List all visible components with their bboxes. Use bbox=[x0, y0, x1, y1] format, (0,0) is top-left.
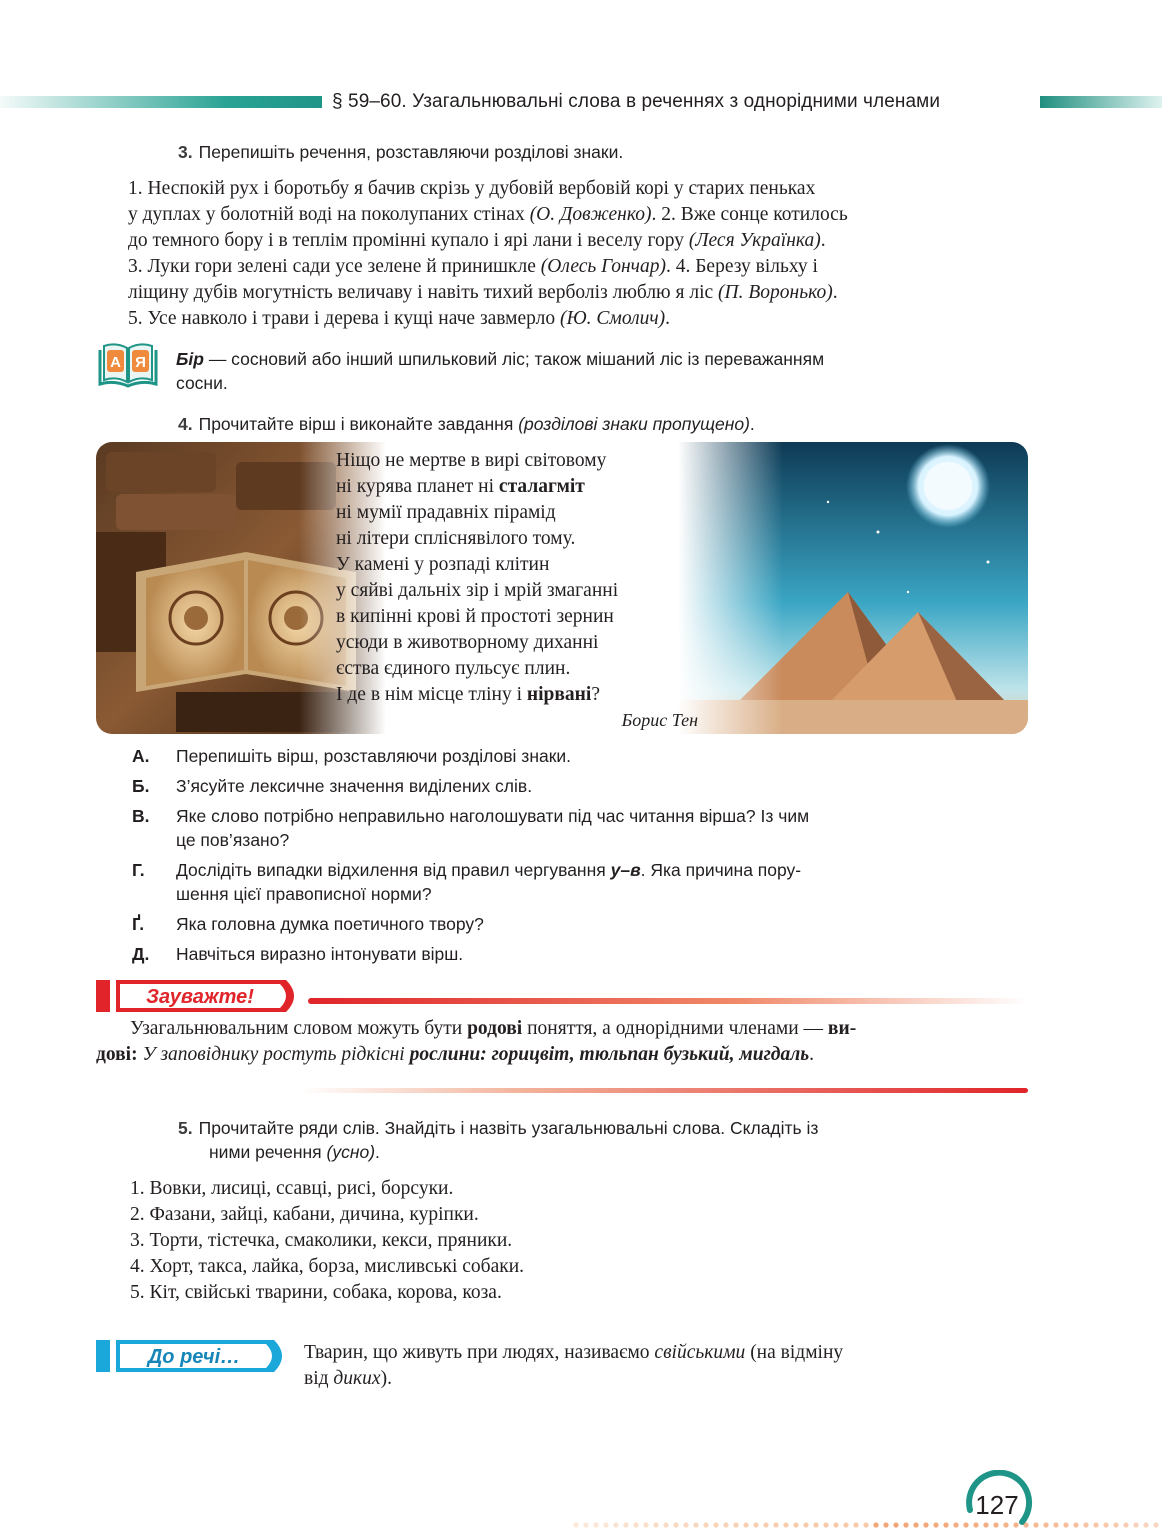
poem-text bbox=[336, 448, 618, 708]
decor-dot bbox=[1043, 1522, 1048, 1527]
decor-dot bbox=[1143, 1522, 1148, 1527]
dictionary-entry: Бір — сосновий або інший шпильковий ліс; також мішаний ліс із переважанням сосни. bbox=[176, 349, 825, 393]
decor-dot bbox=[713, 1522, 718, 1527]
decor-dot bbox=[1093, 1522, 1098, 1527]
header-bar-right bbox=[1040, 96, 1162, 108]
poem-line: усюди в животворному диханні bbox=[336, 632, 599, 653]
poem-line: ні курява планет ні сталагміт bbox=[336, 476, 585, 497]
decor-dot bbox=[1113, 1522, 1118, 1527]
decor-dot bbox=[703, 1522, 708, 1527]
sentence-line: 5. Усе навколо і трави і дерева і кущі наче завмерло (Ю. Смолич). bbox=[128, 308, 671, 329]
poem-line: ні літери спліснявілого тому. bbox=[336, 528, 576, 549]
decor-dot bbox=[603, 1522, 608, 1527]
decor-dot bbox=[723, 1522, 728, 1527]
question-item: Ґ. Яка головна думка поетичного твору? bbox=[132, 914, 484, 934]
decor-dot bbox=[1033, 1522, 1038, 1527]
poem-line: ні мумії прадавніх пірамід bbox=[336, 502, 556, 523]
decor-dot bbox=[853, 1522, 858, 1527]
word-row: 1. Вовки, лисиці, ссавці, рисі, борсуки. bbox=[130, 1178, 454, 1199]
task-4-questions bbox=[132, 744, 932, 972]
word-row: 5. Кіт, свійські тварини, собака, корова, коза. bbox=[130, 1282, 502, 1303]
poem-line: У камені у розпаді клітин bbox=[336, 554, 550, 575]
decor-dot bbox=[943, 1522, 948, 1527]
svg-text:Я: Я bbox=[135, 354, 146, 371]
task-3-heading bbox=[178, 140, 623, 164]
poem-line: Ніщо не мертве в вирі світовому bbox=[336, 450, 607, 471]
question-item: Б. З’ясуйте лексичне значення виділених слів. bbox=[132, 776, 533, 796]
decor-dot bbox=[743, 1522, 748, 1527]
decor-dot bbox=[613, 1522, 618, 1527]
sentence-line: до темного бору і в теплім промінні купало і ярі лани і веселу гору (Леся Українка). bbox=[128, 230, 826, 251]
task-3-sentences bbox=[128, 176, 1028, 332]
decor-dot bbox=[663, 1522, 668, 1527]
by-the-way-banner bbox=[96, 1340, 290, 1372]
sentence-line: 1. Неспокій рух і боротьбу я бачив скрізь у дубовій вербовій корі у старих пеньках bbox=[128, 178, 816, 199]
poem-line: єства єдиного пульсує плин. bbox=[336, 658, 571, 679]
note-bottom-divider bbox=[300, 1088, 1028, 1093]
decor-dot bbox=[933, 1522, 938, 1527]
decor-dot bbox=[643, 1522, 648, 1527]
decor-dot bbox=[593, 1522, 598, 1527]
dictionary-term: Бір bbox=[176, 349, 204, 369]
decor-dot bbox=[1133, 1522, 1138, 1527]
poem-line: І де в нім місце тліну і нірвані? bbox=[336, 684, 600, 705]
poem-line: у сяйві дальніх зір і мрій змаганні bbox=[336, 580, 619, 601]
decor-dot bbox=[873, 1522, 878, 1527]
decor-dot bbox=[693, 1522, 698, 1527]
decor-dot bbox=[1083, 1522, 1088, 1527]
section-title: § 59–60. Узагальнювальні слова в реченнях з однорідними членами bbox=[332, 91, 941, 112]
task-4-heading: 4. Прочитайте вірш і виконайте завдання (розділові знаки пропущено). bbox=[178, 414, 755, 434]
decor-dot bbox=[1153, 1522, 1158, 1527]
decor-dot bbox=[1123, 1522, 1128, 1527]
sentence-line: 3. Луки гори зелені сади усе зелене й принишкле (Олесь Гончар). 4. Березу вільху і bbox=[128, 256, 818, 277]
sentence-line: ліщину дубів могутність величаву і навіть тихий верболіз люблю я ліс (П. Воронько). bbox=[128, 282, 838, 303]
question-item: В. Яке слово потрібно неправильно наголошувати під час читання вірша? Із чим це пов’язано? bbox=[132, 806, 810, 850]
sentence-line: у дуплах у болотній воді на поколупаних стінах (О. Довженко). 2. Вже сонце котилось bbox=[128, 204, 848, 225]
decor-dot bbox=[903, 1522, 908, 1527]
svg-text:А: А bbox=[110, 354, 121, 371]
decor-dot bbox=[1053, 1522, 1058, 1527]
decor-dot bbox=[773, 1522, 778, 1527]
decor-dot bbox=[673, 1522, 678, 1527]
note-banner bbox=[96, 980, 302, 1012]
decor-dot bbox=[793, 1522, 798, 1527]
note-text: Узагальнювальним словом можуть бути родові поняття, а однорідними членами — ви- дові: У заповіднику ростуть рідкісні рослини: горицвіт, тюльпан бузький, мигдаль. bbox=[96, 1018, 857, 1065]
task-text: Перепишіть речення, розставляючи розділові знаки. bbox=[198, 142, 624, 162]
decor-dot bbox=[573, 1522, 578, 1527]
decor-dot bbox=[683, 1522, 688, 1527]
note-label: Зауважте! bbox=[146, 986, 254, 1008]
decor-dot bbox=[913, 1522, 918, 1527]
decor-dot bbox=[783, 1522, 788, 1527]
page-dots-decoration bbox=[570, 1520, 1162, 1530]
question-item: Д. Навчіться виразно інтонувати вірш. bbox=[132, 944, 464, 964]
question-item: А. Перепишіть вірш, розставляючи розділові знаки. bbox=[132, 746, 572, 766]
decor-dot bbox=[623, 1522, 628, 1527]
dictionary-book-icon bbox=[96, 340, 160, 392]
task-number: 3. bbox=[178, 142, 193, 162]
decor-dot bbox=[753, 1522, 758, 1527]
decor-dot bbox=[923, 1522, 928, 1527]
decor-dot bbox=[653, 1522, 658, 1527]
pyramids-night-image bbox=[678, 442, 1028, 734]
word-rows bbox=[130, 1176, 524, 1306]
decor-dot bbox=[813, 1522, 818, 1527]
decor-dot bbox=[733, 1522, 738, 1527]
header-bar-left bbox=[0, 96, 322, 108]
note-divider bbox=[308, 998, 1028, 1004]
decor-dot bbox=[863, 1522, 868, 1527]
decor-dot bbox=[633, 1522, 638, 1527]
question-item: Г. Дослідіть випадки відхилення від правил чергування у–в. Яка причина пору- шення цієї правописної норми? bbox=[132, 860, 802, 904]
decor-dot bbox=[1103, 1522, 1108, 1527]
decor-dot bbox=[763, 1522, 768, 1527]
word-row: 2. Фазани, зайці, кабани, дичина, куріпки. bbox=[130, 1204, 479, 1225]
word-row: 4. Хорт, такса, лайка, борза, мисливські собаки. bbox=[130, 1256, 525, 1277]
decor-dot bbox=[1063, 1522, 1068, 1527]
poem-author: Борис Тен bbox=[621, 710, 698, 730]
word-row: 3. Торти, тістечка, смаколики, кекси, пряники. bbox=[130, 1230, 513, 1251]
decor-dot bbox=[843, 1522, 848, 1527]
decor-dot bbox=[953, 1522, 958, 1527]
by-the-way-text: Тварин, що живуть при людях, називаємо свійськими (на відміну від диких). bbox=[304, 1342, 844, 1389]
decor-dot bbox=[833, 1522, 838, 1527]
page-number: 127 bbox=[975, 1490, 1019, 1520]
decor-dot bbox=[1073, 1522, 1078, 1527]
poem-line: в кипінні крові й простоті зернин bbox=[336, 606, 614, 627]
by-the-way-label: До речі… bbox=[147, 1346, 241, 1368]
task-5-heading: 5. Прочитайте ряди слів. Знайдіть і назвіть узагальнювальні слова. Складіть із ними речення (усно). bbox=[178, 1118, 819, 1162]
decor-dot bbox=[823, 1522, 828, 1527]
decor-dot bbox=[583, 1522, 588, 1527]
decor-dot bbox=[803, 1522, 808, 1527]
decor-dot bbox=[883, 1522, 888, 1527]
decor-dot bbox=[893, 1522, 898, 1527]
